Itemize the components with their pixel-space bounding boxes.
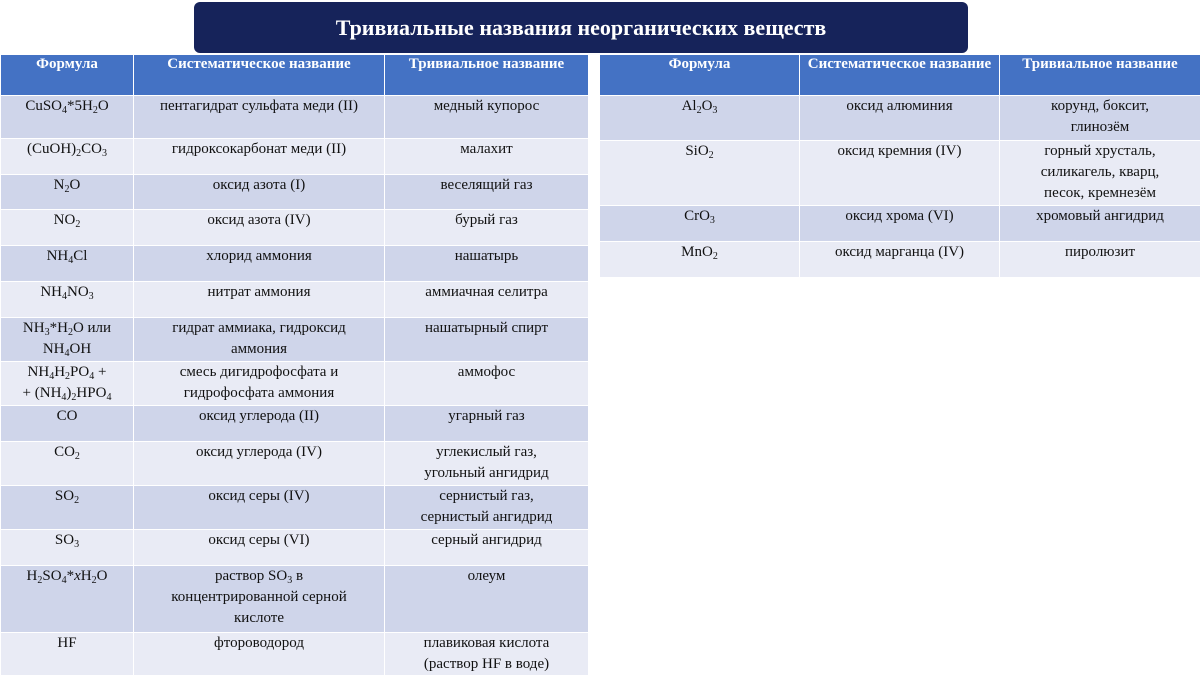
table-row [1,318,589,362]
cell-trivial: пиролюзит [1000,242,1200,278]
cell-formula: $Al_2O_3$ [600,96,800,141]
cell-systematic: пентагидрат сульфата меди (II) [134,96,385,139]
cell-formula: $NH_4H_2PO_4$ + + $(NH_4)_2HPO_4$ [1,362,134,406]
cell-trivial: аммофос [385,362,589,406]
cell-formula: $CO_2$ [1,442,134,486]
cell-formula: $(CuOH)_2CO_3$ [1,139,134,175]
cell-trivial: углекислый газ, угольный ангидрид [385,442,589,486]
cell-systematic: оксид серы (VI) [134,530,385,566]
cell-systematic: оксид кремния (IV) [800,141,1000,206]
cell-trivial: сернистый газ, сернистый ангидрид [385,486,589,530]
cell-formula: $SO_3$ [1,530,134,566]
cell-trivial: серный ангидрид [385,530,589,566]
left-table [0,54,589,676]
table-row [1,362,589,406]
cell-trivial: бурый газ [385,210,589,246]
cell-trivial: нашатырь [385,246,589,282]
cell-trivial: корунд, боксит, глинозём [1000,96,1200,141]
cell-formula: $N_2O$ [1,175,134,210]
table-row [1,406,589,442]
table-row [1,633,589,676]
table-row [1,486,589,530]
cell-trivial: олеум [385,566,589,633]
cell-systematic: оксид углерода (II) [134,406,385,442]
title-text: Тривиальные названия неорганических веществ [336,15,827,41]
cell-trivial: плавиковая кислота (раствор HF в воде) [385,633,589,676]
page-title [194,2,968,53]
table-row [600,242,1200,278]
cell-formula: CO [1,406,134,442]
cell-systematic: раствор $SO_3$ в концентрированной серной кислоте [134,566,385,633]
cell-trivial: веселящий газ [385,175,589,210]
cell-trivial: малахит [385,139,589,175]
header-trivial: Тривиальное название [385,55,589,96]
cell-systematic: оксид марганца (IV) [800,242,1000,278]
cell-formula: MnO$_2$ [600,242,800,278]
cell-trivial: медный купорос [385,96,589,139]
cell-systematic: фтороводород [134,633,385,676]
table-row [600,141,1200,206]
header-formula: Формула [600,55,800,96]
cell-systematic: оксид азота (I) [134,175,385,210]
cell-formula: $NO_2$ [1,210,134,246]
cell-systematic: оксид серы (IV) [134,486,385,530]
table-row [600,96,1200,141]
cell-formula: $NH_4Cl$ [1,246,134,282]
cell-formula: HF [1,633,134,676]
header-trivial: Тривиальное название [1000,55,1200,96]
cell-systematic: смесь дигидрофосфата и гидрофосфата аммония [134,362,385,406]
cell-trivial: угарный газ [385,406,589,442]
table-row [600,206,1200,242]
table-row [1,566,589,633]
cell-systematic: гидроксокарбонат меди (II) [134,139,385,175]
cell-systematic: оксид хрома (VI) [800,206,1000,242]
table-row [1,530,589,566]
header-systematic: Систематическое название [134,55,385,96]
cell-formula: $CuSO_4*5H_2O$ [1,96,134,139]
cell-systematic: хлорид аммония [134,246,385,282]
header-formula: Формула [1,55,134,96]
cell-systematic: оксид углерода (IV) [134,442,385,486]
table-row [1,139,589,175]
cell-systematic: нитрат аммония [134,282,385,318]
cell-formula: $H_2SO_4*xH_2O$ [1,566,134,633]
cell-systematic: гидрат аммиака, гидроксид аммония [134,318,385,362]
table-row [1,210,589,246]
cell-formula: CrO$_3$ [600,206,800,242]
cell-trivial: аммиачная селитра [385,282,589,318]
cell-formula: $NH_4NO_3$ [1,282,134,318]
cell-trivial: горный хрусталь, силикагель, кварц, песок, кремнезём [1000,141,1200,206]
cell-formula: $SO_2$ [1,486,134,530]
table-row [1,442,589,486]
cell-trivial: нашатырный спирт [385,318,589,362]
cell-formula: $NH_3*H_2O$ или $NH_4OH$ [1,318,134,362]
cell-trivial: хромовый ангидрид [1000,206,1200,242]
cell-systematic: оксид алюминия [800,96,1000,141]
right-table [599,54,1200,278]
table-row [1,175,589,210]
table-row [1,246,589,282]
cell-systematic: оксид азота (IV) [134,210,385,246]
cell-formula: SiO$_2$ [600,141,800,206]
table-row [1,96,589,139]
table-row [1,282,589,318]
header-systematic: Систематическое название [800,55,1000,96]
